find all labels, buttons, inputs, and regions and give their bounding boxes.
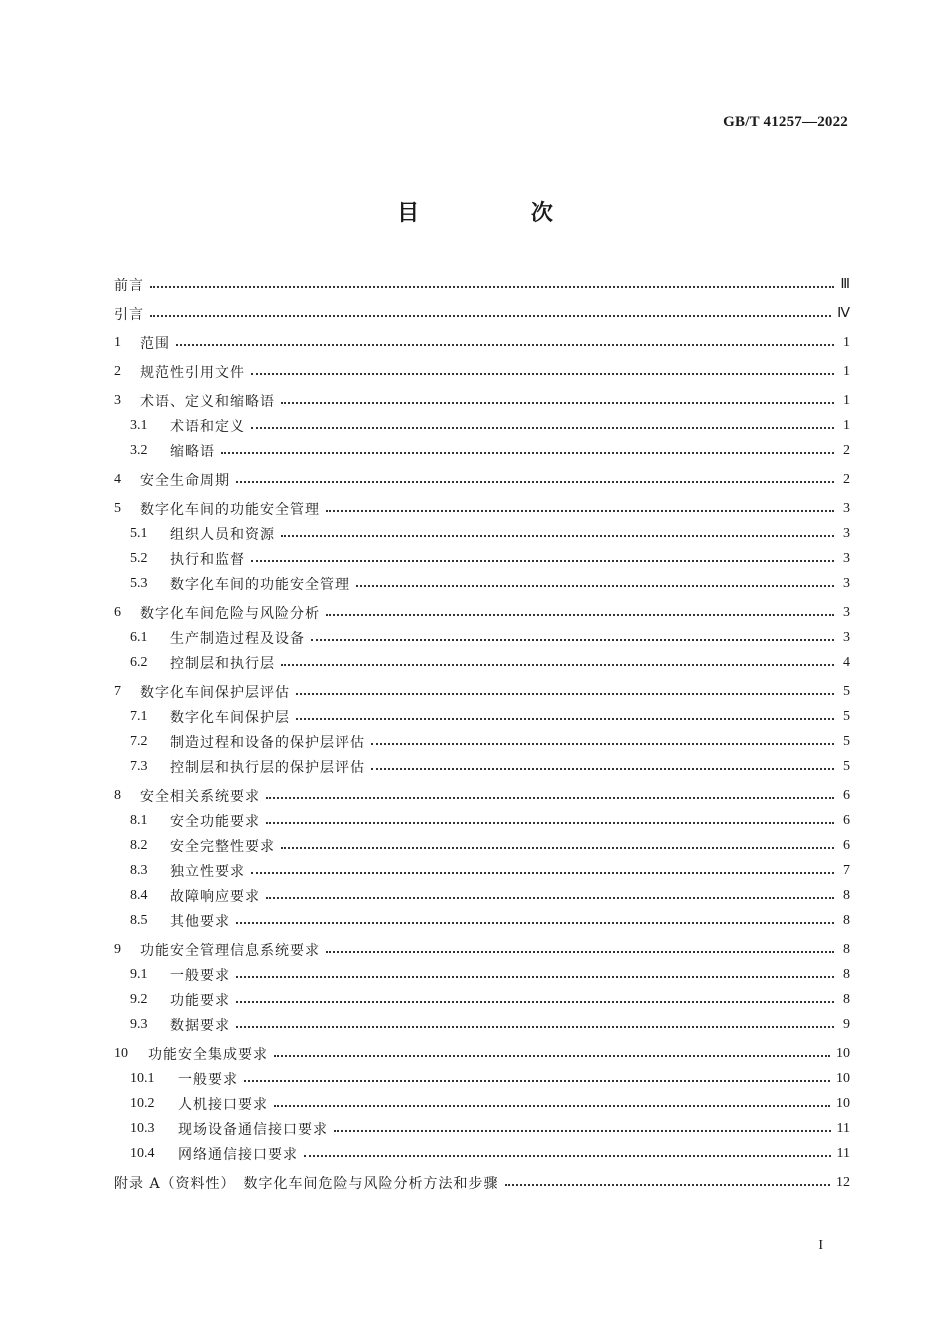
toc-entry[interactable]: [114, 272, 850, 297]
table-of-contents: [114, 272, 850, 1195]
toc-entry-page: 9: [843, 1016, 850, 1032]
toc-entry-number: 8.5: [130, 912, 148, 928]
toc-entry[interactable]: [114, 571, 850, 596]
toc-entry-page: 4: [843, 654, 850, 670]
toc-entry-page: 11: [836, 1145, 850, 1161]
toc-entry-label: 范围: [140, 335, 170, 352]
dot-leader: [281, 402, 834, 404]
toc-entry-page: 6: [843, 812, 850, 828]
dot-leader: [281, 535, 834, 537]
page-title: 目 次: [397, 201, 605, 226]
toc-entry[interactable]: [114, 1066, 850, 1091]
toc-entry[interactable]: [114, 704, 850, 729]
toc-entry-number: 6.1: [130, 629, 148, 645]
toc-entry-page: 8: [843, 991, 850, 1007]
toc-entry[interactable]: [114, 438, 850, 463]
toc-entry[interactable]: [114, 937, 850, 962]
toc-entry[interactable]: [114, 521, 850, 546]
dot-leader: [236, 976, 834, 978]
toc-entry-label: 缩略语: [170, 443, 215, 460]
toc-entry[interactable]: [114, 883, 850, 908]
toc-entry[interactable]: [114, 496, 850, 521]
dot-leader: [274, 1055, 830, 1057]
dot-leader: [505, 1184, 830, 1186]
toc-entry-label: 故障响应要求: [170, 888, 260, 905]
toc-entry[interactable]: [114, 301, 850, 326]
toc-entry[interactable]: [114, 650, 850, 675]
dot-leader: [371, 768, 834, 770]
toc-entry-number: 5.1: [130, 525, 148, 541]
toc-entry-number: 5.3: [130, 575, 148, 591]
toc-entry-number: 7.2: [130, 733, 148, 749]
toc-entry-page: 1: [843, 417, 850, 433]
toc-entry-number: 3: [114, 392, 121, 408]
dot-leader: [296, 718, 834, 720]
standard-code: GB/T 41257—2022: [723, 114, 848, 130]
toc-entry-label: 数字化车间保护层评估: [140, 684, 290, 701]
toc-entry-label: 安全相关系统要求: [140, 788, 260, 805]
toc-entry-number: 8.2: [130, 837, 148, 853]
toc-entry[interactable]: [114, 625, 850, 650]
toc-entry-page: 3: [843, 604, 850, 620]
toc-entry-page: 3: [843, 629, 850, 645]
toc-entry[interactable]: [114, 330, 850, 355]
toc-entry-page: 8: [843, 941, 850, 957]
toc-entry-number: 8: [114, 787, 121, 803]
dot-leader: [251, 427, 834, 429]
toc-entry-label: 一般要求: [170, 967, 230, 984]
toc-entry-label: 现场设备通信接口要求: [178, 1121, 328, 1138]
toc-entry-page: 5: [843, 733, 850, 749]
toc-entry-label: 其他要求: [170, 913, 230, 930]
dot-leader: [266, 797, 834, 799]
toc-entry-label: 数字化车间的功能安全管理: [170, 576, 350, 593]
toc-entry-page: 5: [843, 708, 850, 724]
dot-leader: [221, 452, 834, 454]
toc-entry-number: 9: [114, 941, 121, 957]
toc-entry-number: 10: [114, 1045, 128, 1061]
toc-entry-page: 10: [836, 1045, 850, 1061]
toc-entry-label: 数字化车间危险与风险分析: [140, 605, 320, 622]
dot-leader: [281, 847, 834, 849]
toc-entry-label: 制造过程和设备的保护层评估: [170, 734, 365, 751]
toc-entry-page: 10: [836, 1095, 850, 1111]
toc-entry[interactable]: [114, 1012, 850, 1037]
toc-entry-number: 10.4: [130, 1145, 155, 1161]
toc-entry[interactable]: [114, 413, 850, 438]
toc-entry-page: 6: [843, 787, 850, 803]
toc-entry[interactable]: [114, 808, 850, 833]
dot-leader: [371, 743, 834, 745]
toc-entry-page: 1: [843, 334, 850, 350]
dot-leader: [150, 315, 831, 317]
toc-entry-page: 10: [836, 1070, 850, 1086]
toc-entry-page: 1: [843, 363, 850, 379]
dot-leader: [334, 1130, 831, 1132]
toc-entry-number: 3.2: [130, 442, 148, 458]
dot-leader: [326, 614, 834, 616]
toc-entry[interactable]: [114, 1170, 850, 1195]
toc-entry-page: 2: [843, 471, 850, 487]
toc-entry-number: 9.1: [130, 966, 148, 982]
toc-entry[interactable]: [114, 1116, 850, 1141]
toc-entry-label: 生产制造过程及设备: [170, 630, 305, 647]
toc-entry-page: 7: [843, 862, 850, 878]
toc-entry-page: 3: [843, 550, 850, 566]
toc-entry[interactable]: [114, 962, 850, 987]
toc-entry[interactable]: [114, 1141, 850, 1166]
toc-entry[interactable]: [114, 858, 850, 883]
toc-entry-number: 10.1: [130, 1070, 155, 1086]
toc-entry-number: 6.2: [130, 654, 148, 670]
toc-entry-number: 9.2: [130, 991, 148, 1007]
toc-entry-label: 控制层和执行层的保护层评估: [170, 759, 365, 776]
dot-leader: [304, 1155, 831, 1157]
toc-entry-number: 6: [114, 604, 121, 620]
toc-entry-label: 引言: [114, 306, 144, 323]
toc-entry[interactable]: [114, 546, 850, 571]
dot-leader: [244, 1080, 830, 1082]
dot-leader: [251, 872, 834, 874]
toc-entry-label: 功能安全集成要求: [148, 1046, 268, 1063]
toc-entry-label: 控制层和执行层: [170, 655, 275, 672]
toc-entry[interactable]: [114, 833, 850, 858]
toc-entry-page: 11: [836, 1120, 850, 1136]
toc-entry-number: 8.1: [130, 812, 148, 828]
dot-leader: [176, 344, 834, 346]
toc-entry-page: 5: [843, 758, 850, 774]
toc-entry[interactable]: [114, 679, 850, 704]
toc-entry-page: 8: [843, 887, 850, 903]
toc-entry-label: 人机接口要求: [178, 1096, 268, 1113]
toc-entry-number: 7: [114, 683, 121, 699]
dot-leader: [274, 1105, 830, 1107]
toc-entry-label: 一般要求: [178, 1071, 238, 1088]
toc-entry-label: 安全功能要求: [170, 813, 260, 830]
dot-leader: [236, 481, 834, 483]
toc-entry-page: 12: [836, 1174, 850, 1190]
toc-entry[interactable]: [114, 600, 850, 625]
toc-entry-number: 8.3: [130, 862, 148, 878]
dot-leader: [236, 1001, 834, 1003]
dot-leader: [266, 897, 834, 899]
toc-entry-label: 组织人员和资源: [170, 526, 275, 543]
toc-entry-page: 8: [843, 912, 850, 928]
page-number: I: [818, 1238, 823, 1253]
toc-entry-label: 术语和定义: [170, 418, 245, 435]
toc-entry-page: 3: [843, 525, 850, 541]
toc-entry-label: 数字化车间的功能安全管理: [140, 501, 320, 518]
toc-entry-page: 6: [843, 837, 850, 853]
toc-entry[interactable]: [114, 1041, 850, 1066]
toc-entry-number: 10.3: [130, 1120, 155, 1136]
toc-entry[interactable]: [114, 359, 850, 384]
toc-entry-label: 网络通信接口要求: [178, 1146, 298, 1163]
toc-entry-number: 5: [114, 500, 121, 516]
toc-entry[interactable]: [114, 754, 850, 779]
toc-entry[interactable]: [114, 783, 850, 808]
toc-entry-number: 1: [114, 334, 121, 350]
toc-entry-label: 前言: [114, 277, 144, 294]
toc-entry-number: 9.3: [130, 1016, 148, 1032]
toc-entry-label: 功能要求: [170, 992, 230, 1009]
dot-leader: [326, 951, 834, 953]
dot-leader: [296, 693, 834, 695]
toc-entry-page: Ⅲ: [840, 277, 850, 292]
toc-entry-page: Ⅳ: [837, 306, 850, 321]
dot-leader: [150, 286, 834, 288]
toc-entry-label: 附录 A（资料性） 数字化车间危险与风险分析方法和步骤: [114, 1175, 499, 1192]
toc-entry-number: 10.2: [130, 1095, 155, 1111]
toc-entry-number: 7.3: [130, 758, 148, 774]
dot-leader: [236, 922, 834, 924]
toc-entry-number: 4: [114, 471, 121, 487]
toc-entry[interactable]: [114, 388, 850, 413]
toc-entry[interactable]: [114, 908, 850, 933]
dot-leader: [311, 639, 834, 641]
dot-leader: [326, 510, 834, 512]
dot-leader: [251, 560, 834, 562]
toc-entry[interactable]: [114, 1091, 850, 1116]
toc-entry-page: 3: [843, 500, 850, 516]
toc-entry-label: 数字化车间保护层: [170, 709, 290, 726]
toc-entry-label: 术语、定义和缩略语: [140, 393, 275, 410]
dot-leader: [281, 664, 834, 666]
toc-entry-page: 8: [843, 966, 850, 982]
dot-leader: [251, 373, 834, 375]
toc-entry-page: 1: [843, 392, 850, 408]
dot-leader: [266, 822, 834, 824]
toc-entry-page: 5: [843, 683, 850, 699]
toc-entry-label: 规范性引用文件: [140, 364, 245, 381]
toc-entry-page: 2: [843, 442, 850, 458]
toc-entry-label: 安全生命周期: [140, 472, 230, 489]
toc-entry-number: 7.1: [130, 708, 148, 724]
toc-entry-number: 8.4: [130, 887, 148, 903]
toc-entry[interactable]: [114, 467, 850, 492]
toc-entry-page: 3: [843, 575, 850, 591]
toc-entry[interactable]: [114, 729, 850, 754]
toc-entry-label: 安全完整性要求: [170, 838, 275, 855]
toc-entry-label: 数据要求: [170, 1017, 230, 1034]
dot-leader: [356, 585, 834, 587]
toc-entry-label: 执行和监督: [170, 551, 245, 568]
toc-entry-number: 5.2: [130, 550, 148, 566]
toc-entry-number: 3.1: [130, 417, 148, 433]
toc-entry[interactable]: [114, 987, 850, 1012]
toc-entry-number: 2: [114, 363, 121, 379]
toc-entry-label: 独立性要求: [170, 863, 245, 880]
toc-entry-label: 功能安全管理信息系统要求: [140, 942, 320, 959]
dot-leader: [236, 1026, 834, 1028]
